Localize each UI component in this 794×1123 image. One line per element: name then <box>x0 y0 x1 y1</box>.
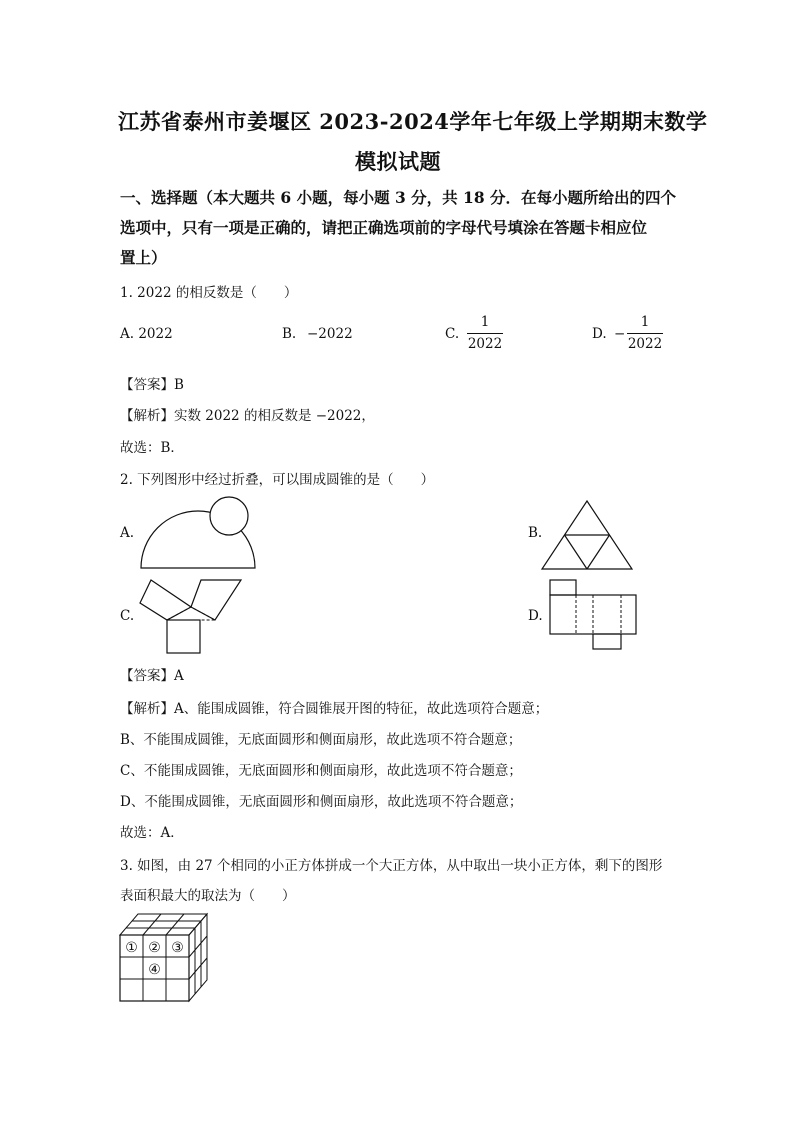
analysis-text: 实数 2022 的相反数是 −2022， <box>174 408 375 424</box>
q2-option-d-label: D. <box>528 608 543 624</box>
analysis-text: A、能围成圆锥，符合圆锥展开图的特征，故此选项符合题意； <box>174 701 549 717</box>
q3-cube-figure <box>118 912 210 1004</box>
fraction-numerator: 1 <box>640 314 650 330</box>
fraction-numerator: 1 <box>480 314 490 330</box>
q1-option-c-fraction <box>467 316 503 351</box>
q2-analysis-a <box>120 697 548 717</box>
q3-stem-line1: 3. 如图，由 27 个相同的小正方体拼成一个大正方体，从中取出一块小正方体，剩下的图形 <box>120 858 663 874</box>
q2-analysis-b: B、不能围成圆锥，无底面圆形和侧面扇形，故此选项不符合题意； <box>120 732 522 748</box>
q2-option-a-label: A. <box>120 525 135 541</box>
q1-option-a: A. 2022 <box>120 326 173 342</box>
page-title-line2: 模拟试题 <box>355 149 441 174</box>
q2-analysis-d: D、不能围成圆锥，无底面圆形和侧面扇形，故此选项不符合题意； <box>120 794 523 810</box>
q2-figure-c-pyramid-net <box>138 575 243 655</box>
q2-option-b-label: B. <box>528 525 543 541</box>
q3-stem-line2: 表面积最大的取法为（ ） <box>120 888 296 904</box>
cube-label-4: ④ <box>148 962 161 978</box>
q1-conclusion: 故选：B． <box>120 440 184 456</box>
page-title: 江苏省泰州市姜堰区 2023-2024学年七年级上学期期末数学 <box>118 109 708 134</box>
q1-option-c-label: C. <box>445 326 460 342</box>
q2-figure-d-cube-net <box>548 578 638 652</box>
q2-analysis-c: C、不能围成圆锥，无底面圆形和侧面扇形，故此选项不符合题意； <box>120 763 522 779</box>
fraction-denominator: 2022 <box>467 335 503 352</box>
fraction-denominator: 2022 <box>627 335 663 352</box>
q1-option-d-sign: − <box>614 326 626 342</box>
q1-option-d-label: D. <box>592 326 607 342</box>
section-heading-line2: 选项中，只有一项是正确的，请把正确选项前的字母代号填涂在答题卡相应位 <box>120 218 648 237</box>
q1-stem: 1. 2022 的相反数是（ ） <box>120 285 298 301</box>
q2-option-c-label: C. <box>120 608 135 624</box>
q2-conclusion: 故选：A． <box>120 825 184 841</box>
cube-label-1: ① <box>125 940 138 956</box>
q1-option-d-fraction <box>627 316 663 351</box>
analysis-prefix: 【解析】 <box>120 408 174 424</box>
analysis-prefix: 【解析】 <box>120 701 174 717</box>
q2-figure-a-sector-circle <box>138 497 256 571</box>
q1-option-b-label: B. <box>282 326 297 342</box>
q2-figure-b-triangle-net <box>540 500 634 570</box>
q1-option-b-value: −2022 <box>307 326 353 342</box>
cube-label-3: ③ <box>171 940 184 956</box>
section-heading-line3: 置上） <box>120 248 167 267</box>
q2-answer: 【答案】A <box>120 668 184 684</box>
q1-analysis <box>120 404 375 424</box>
cube-label-2: ② <box>148 940 161 956</box>
section-heading: 一、选择题（本大题共 6 小题，每小题 3 分，共 18 分．在每小题所给出的四个 <box>120 188 677 207</box>
q1-answer: 【答案】B <box>120 377 184 393</box>
q2-stem: 2. 下列图形中经过折叠，可以围成圆锥的是（ ） <box>120 472 435 488</box>
